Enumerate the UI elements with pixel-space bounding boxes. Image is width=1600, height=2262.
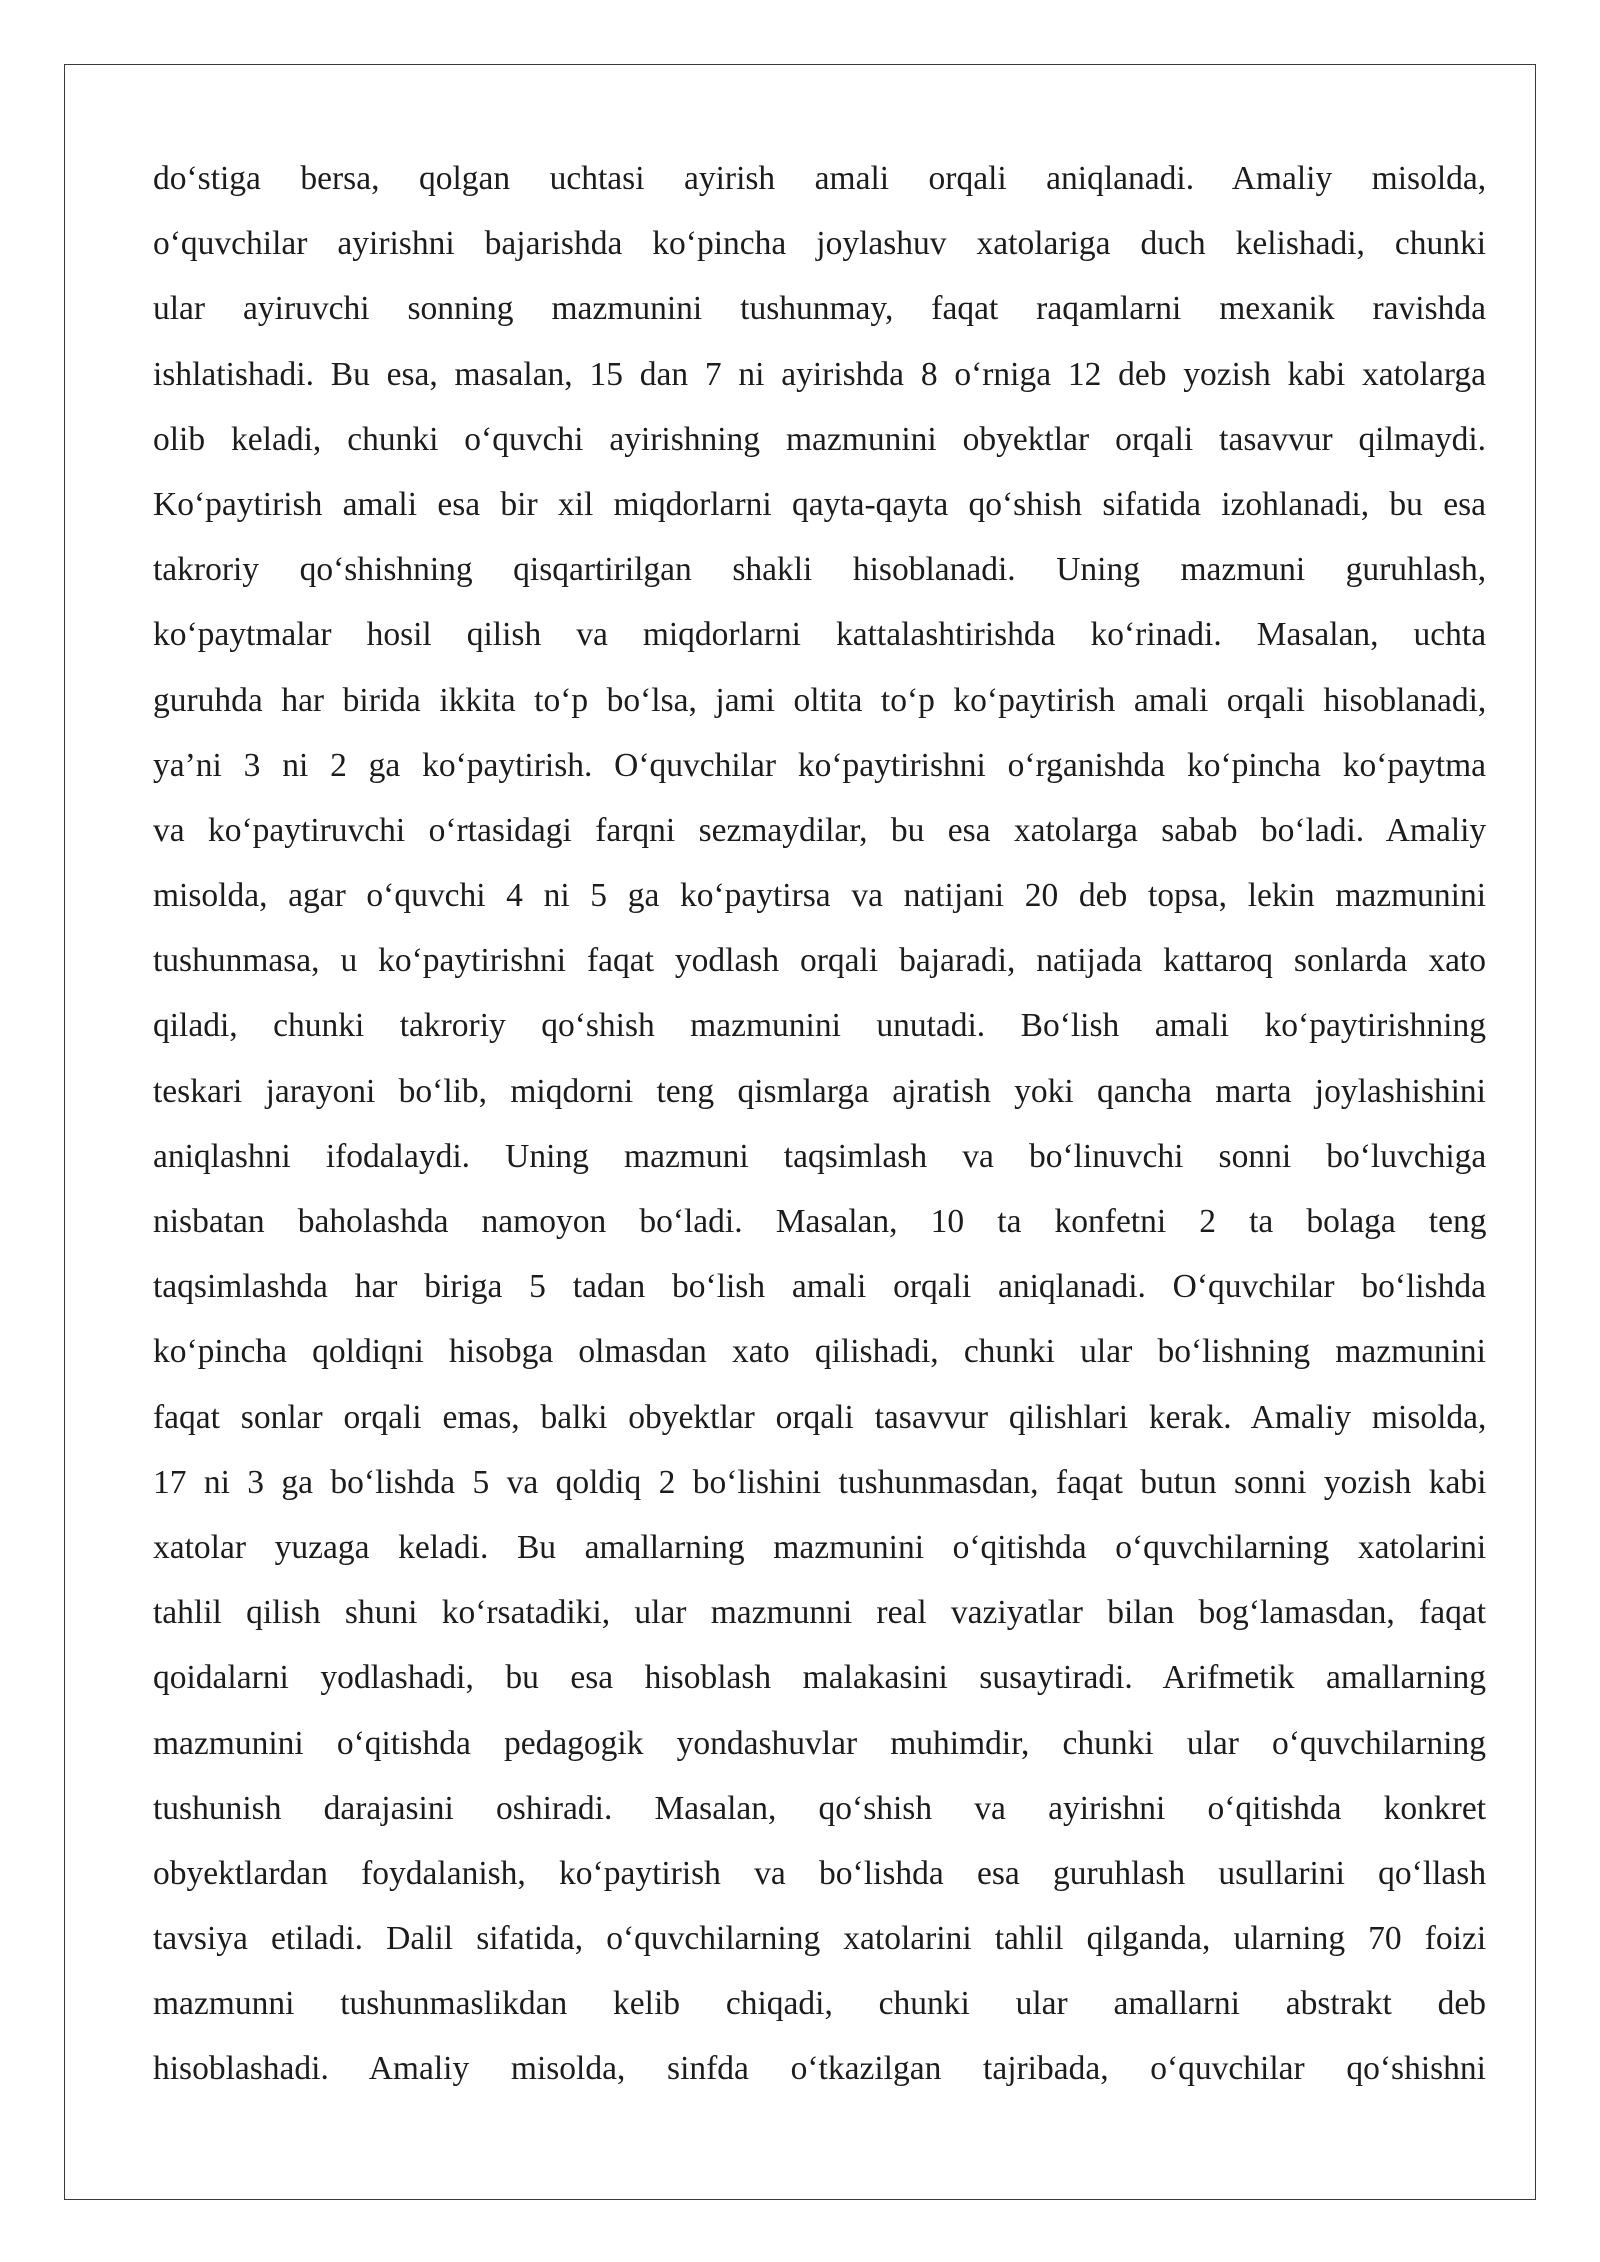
text-line: guruhda har birida ikkita to‘p bo‘lsa, jami oltita to‘p ko‘paytirish amali orqali hisoblanadi, xyxy=(153,681,1487,719)
text-line: qiladi, chunki takroriy qo‘shish mazmunini unutadi. Bo‘lish amali ko‘paytirishning xyxy=(153,1007,1486,1045)
text-line: ya’ni 3 ni 2 ga ko‘paytirish. O‘quvchilar ko‘paytirishni o‘rganishda ko‘pincha ko‘paytma xyxy=(153,746,1486,784)
text-line: xatolar yuzaga keladi. Bu amallarning mazmunini o‘qitishda o‘quvchilarning xatolarini xyxy=(153,1528,1487,1566)
text-line: tavsiya etiladi. Dalil sifatida, o‘quvchilarning xatolarini tahlil qilganda, ularning 70 foizi xyxy=(153,1920,1487,1958)
text-line: tahlil qilish shuni ko‘rsatadiki, ular mazmunni real vaziyatlar bilan bog‘lamasdan, faqat xyxy=(153,1594,1487,1632)
body-paragraph xyxy=(153,146,1486,2102)
text-line: tushunmasa, u ko‘paytirishni faqat yodlash orqali bajaradi, natijada kattaroq sonlarda xato xyxy=(153,942,1486,980)
text-line: faqat sonlar orqali emas, balki obyektlar orqali tasavvur qilishlari kerak. Amaliy misolda, xyxy=(153,1398,1487,1436)
text-line: do‘stiga bersa, qolgan uchtasi ayirish amali orqali aniqlanadi. Amaliy misolda, xyxy=(153,160,1487,197)
text-line: tushunish darajasini oshiradi. Masalan, qo‘shish va ayirishni o‘qitishda konkret xyxy=(153,1789,1486,1827)
text-line: olib keladi, chunki o‘quvchi ayirishning mazmunini obyektlar orqali tasavvur qilmaydi. xyxy=(153,420,1487,458)
text-line: ular ayiruvchi sonning mazmunini tushunmay, faqat raqamlarni mexanik ravishda xyxy=(153,290,1486,328)
text-line: Ko‘paytirish amali esa bir xil miqdorlarni qayta-qayta qo‘shish sifatida izohlanadi, bu esa xyxy=(153,485,1486,523)
text-line: qoidalarni yodlashadi, bu esa hisoblash malakasini susaytiradi. Arifmetik amallarning xyxy=(153,1659,1487,1697)
text-line: ko‘paytmalar hosil qilish va miqdorlarni kattalashtirishda ko‘rinadi. Masalan, uchta xyxy=(153,616,1487,654)
text-line: obyektlardan foydalanish, ko‘paytirish va bo‘lishda esa guruhlash usullarini qo‘llash xyxy=(153,1854,1487,1892)
text-line: misolda, agar o‘quvchi 4 ni 5 ga ko‘paytirsa va natijani 20 deb topsa, lekin mazmunini xyxy=(153,877,1487,915)
text-line: va ko‘paytiruvchi o‘rtasidagi farqni sezmaydilar, bu esa xatolarga sabab bo‘ladi. Amaliy xyxy=(153,811,1487,849)
text-line: nisbatan baholashda namoyon bo‘ladi. Masalan, 10 ta konfetni 2 ta bolaga teng xyxy=(153,1203,1487,1240)
text-line: takroriy qo‘shishning qisqartirilgan shakli hisoblanadi. Uning mazmuni guruhlash, xyxy=(153,551,1487,589)
text-line: ko‘pincha qoldiqni hisobga olmasdan xato qilishadi, chunki ular bo‘lishning mazmunini xyxy=(153,1333,1486,1371)
text-line: ishlatishadi. Bu esa, masalan, 15 dan 7 ni ayirishda 8 o‘rniga 12 deb yozish kabi xatolarga xyxy=(153,355,1486,393)
text-line: teskari jarayoni bo‘lib, miqdorni teng qismlarga ajratish yoki qancha marta joylashishini xyxy=(153,1072,1486,1110)
text-line: 17 ni 3 ga bo‘lishda 5 va qoldiq 2 bo‘lishini tushunmasdan, faqat butun sonni yozish kabi xyxy=(153,1463,1487,1501)
text-line: taqsimlashda har biriga 5 tadan bo‘lish amali orqali aniqlanadi. O‘quvchilar bo‘lishda xyxy=(153,1268,1486,1306)
text-line: o‘quvchilar ayirishni bajarishda ko‘pincha joylashuv xatolariga duch kelishadi, chunki xyxy=(153,225,1487,263)
text-line: aniqlashni ifodalaydi. Uning mazmuni taqsimlash va bo‘linuvchi sonni bo‘luvchiga xyxy=(153,1137,1487,1175)
text-line: mazmunni tushunmaslikdan kelib chiqadi, chunki ular amallarni abstrakt deb xyxy=(153,1985,1486,2023)
text-line: hisoblashadi. Amaliy misolda, sinfda o‘tkazilgan tajribada, o‘quvchilar qo‘shishni xyxy=(153,2050,1486,2088)
text-line: mazmunini o‘qitishda pedagogik yondashuvlar muhimdir, chunki ular o‘quvchilarning xyxy=(153,1724,1486,1762)
